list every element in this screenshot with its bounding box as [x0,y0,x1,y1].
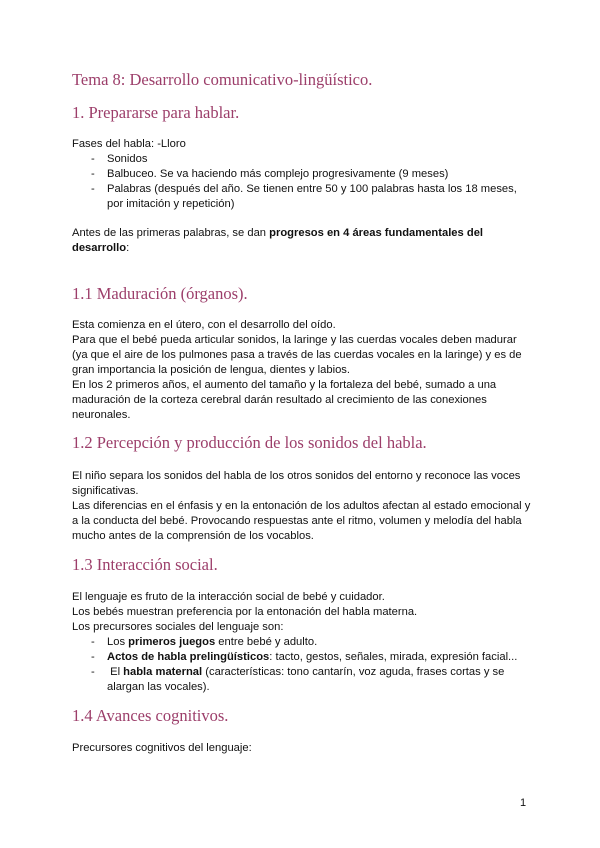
section-heading-1-2: 1.2 Percepción y producción de los sonidos del habla. [72,433,427,452]
paragraph-line: Los precursores sociales del lenguaje son: [72,621,284,633]
list-item: El habla maternal (características: tono cantarín, voz aguda, frases cortas y se [107,666,505,678]
paragraph-line: (ya que el aire de los pulmones pasa a través de las cuerdas vocales en la laringe) y es de [72,349,522,361]
paragraph-line: neuronales. [72,409,131,421]
phases-intro: Fases del habla: -Lloro [72,138,186,150]
paragraph: desarrollo: [72,242,130,254]
paragraph-line: Para que el bebé pueda articular sonidos, la laringe y las cuerdas vocales deben madurar [72,334,517,346]
bold-text: Actos de habla prelingüísticos [107,651,270,663]
bold-text: primeros juegos [128,636,216,648]
list-item: Palabras (después del año. Se tienen entre 50 y 100 palabras hasta los 18 meses, [107,183,517,195]
list-item-continuation: alargan las vocales). [107,681,210,693]
section-heading-1-1: 1.1 Maduración (órganos). [72,284,248,303]
section-heading-1: 1. Prepararse para hablar. [72,103,240,122]
paragraph-line: gran importancia la posición de lengua, dientes y labios. [72,364,350,376]
paragraph-line: El niño separa los sonidos del habla de los otros sonidos del entorno y reconoce las voces [72,470,521,482]
paragraph-line: Esta comienza en el útero, con el desarrollo del oído. [72,319,336,331]
section-heading-1-3: 1.3 Interacción social. [72,555,218,574]
page-number: 1 [520,797,527,809]
list-item: Actos de habla prelingüísticos: tacto, gestos, señales, mirada, expresión facial... [107,651,518,663]
list-dash: - [91,666,95,678]
paragraph-line: mucho antes de la comprensión de los vocablos. [72,530,314,542]
list-dash: - [91,183,95,195]
list-dash: - [91,651,95,663]
list-item: Los primeros juegos entre bebé y adulto. [107,636,318,648]
document-title: Tema 8: Desarrollo comunicativo-lingüístico. [72,70,373,89]
list-dash: - [91,153,95,165]
list-item: Sonidos [107,153,148,165]
bold-text: progresos en 4 áreas fundamentales del [269,227,484,239]
bold-text: habla maternal [123,666,203,678]
paragraph-line: significativas. [72,485,139,497]
paragraph-line: Los bebés muestran preferencia por la entonación del habla materna. [72,606,418,618]
list-item-continuation: por imitación y repetición) [107,198,235,210]
paragraph-line: En los 2 primeros años, el aumento del tamaño y la fortaleza del bebé, sumado a una [72,379,497,391]
list-dash: - [91,636,95,648]
paragraph-line: Las diferencias en el énfasis y en la entonación de los adultos afectan al estado emocional y [72,500,531,512]
paragraph-line: maduración de la corteza cerebral darán resultado al crecimiento de las conexiones [72,394,487,406]
paragraph: Antes de las primeras palabras, se dan progresos en 4 áreas fundamentales del [72,227,484,239]
section-heading-1-4: 1.4 Avances cognitivos. [72,706,229,725]
list-dash: - [91,168,95,180]
list-item: Balbuceo. Se va haciendo más complejo progresivamente (9 meses) [107,168,449,180]
bold-text: desarrollo [72,242,127,254]
paragraph-line: Precursores cognitivos del lenguaje: [72,742,252,754]
paragraph-line: El lenguaje es fruto de la interacción social de bebé y cuidador. [72,591,385,603]
paragraph-line: a la conducta del bebé. Provocando respuestas ante el ritmo, volumen y melodía del habla [72,515,522,527]
